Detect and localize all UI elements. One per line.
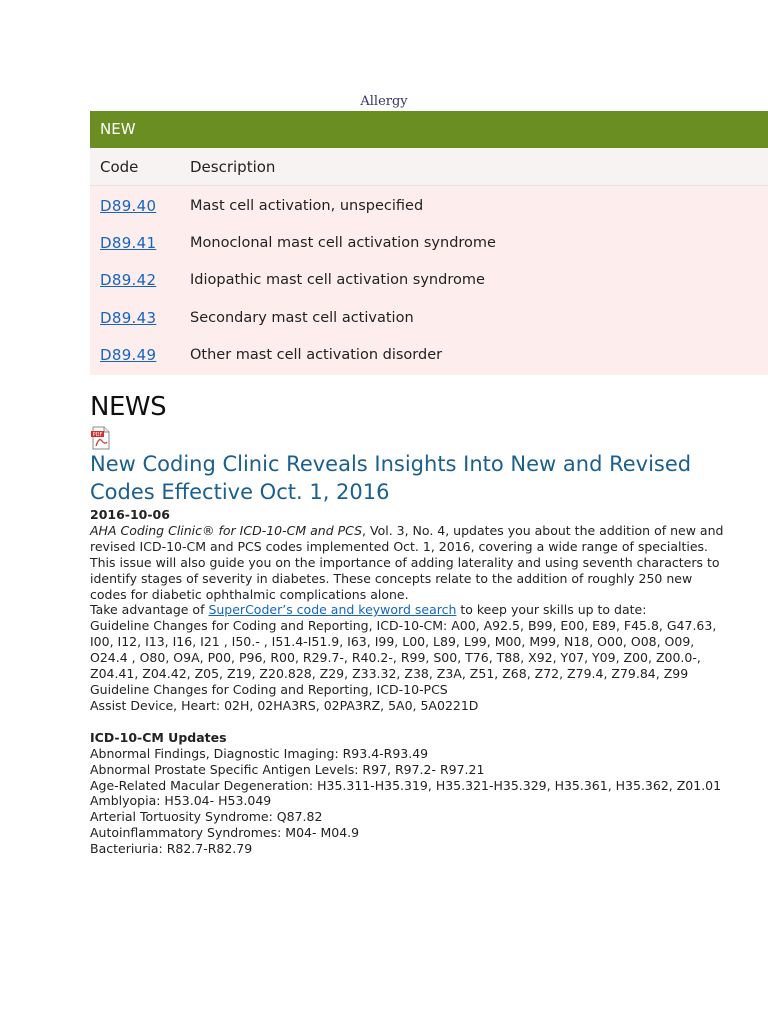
code-table: [90, 111, 768, 375]
update-item: Amblyopia: H53.04- H53.049: [90, 793, 272, 809]
update-item: Age-Related Macular Degeneration: H35.311-H35.319, H35.321-H35.329, H35.361, H35.362, Z01.01: [90, 777, 722, 793]
code-description: Mast cell activation, unspecified: [190, 197, 424, 214]
article-title[interactable]: New Coding Clinic Reveals Insights Into New and Revised Codes Effective Oct. 1, 2016: [90, 452, 692, 504]
update-item: Abnormal Prostate Specific Antigen Levels: R97, R97.2- R97.21: [90, 761, 485, 777]
pdf-icon[interactable]: [90, 426, 112, 450]
code-link[interactable]: D89.49: [100, 346, 157, 365]
column-header-description: Description: [190, 157, 276, 176]
code-description: Secondary mast cell activation: [190, 309, 414, 326]
article-date: 2016-10-06: [90, 507, 170, 522]
code-link[interactable]: D89.42: [100, 271, 157, 290]
updates-heading: ICD-10-CM Updates: [90, 729, 227, 745]
table-header-new: NEW: [90, 111, 768, 148]
update-item: Bacteriuria: R82.7-R82.79: [90, 841, 253, 857]
article-body: [90, 507, 730, 857]
table-column-headers: [90, 148, 768, 186]
table-row: [90, 224, 768, 261]
code-description: Monoclonal mast cell activation syndrome: [190, 235, 496, 252]
update-item: Abnormal Findings, Diagnostic Imaging: R93.4-R93.49: [90, 745, 429, 761]
code-link[interactable]: D89.40: [100, 196, 157, 215]
table-row: [90, 187, 768, 224]
code-link[interactable]: D89.43: [100, 308, 157, 327]
code-description: Idiopathic mast cell activation syndrome: [190, 272, 485, 289]
guideline-cm-text: Guideline Changes for Coding and Reporting, ICD-10-CM: A00, A92.5, B99, E00, E89, F45.8, G47.63, I00, I12, I13, I16, I21 , I50.- , I51.4-I51.9, I63, I99, L00, L89, L99, M00, M99, N18, O00, O08, O09, O24.4 , O80, O9A, P00, P96, R00, R29.7-, R40.2-, R99, S00, T76, T88, X92, Y07, Y09, Z00, Z00.0-, Z04.41, Z04.42, Z05, Z19, Z20.828, Z29, Z33.32, Z38, Z3A, Z51, Z68, Z72, Z79.4, Z79.84, Z99: [90, 618, 717, 682]
supercoder-search-link[interactable]: SuperCoder’s code and keyword search: [208, 602, 457, 618]
table-row: [90, 262, 768, 299]
news-heading: NEWS: [90, 392, 167, 422]
article-intro: AHA Coding Clinic® for ICD-10-CM and PCS, Vol. 3, No. 4, updates you about the addition of new and revised ICD-10-CM and PCS codes implemented Oct. 1, 2016, covering a wide range of specialties. This issue will also guide you on the importance of adding laterality and using seventh characters to identify stages of severity in diabetes. These concepts relate to the addition of roughly 250 new codes for diabetic ophthalmic complications alone.: [90, 522, 724, 602]
code-link[interactable]: D89.41: [100, 234, 157, 253]
update-item: Autoinflammatory Syndromes: M04- M04.9: [90, 825, 360, 841]
column-header-code: Code: [100, 157, 139, 176]
code-description: Other mast cell activation disorder: [190, 347, 443, 364]
table-body: [90, 186, 768, 375]
publication-name: AHA Coding Clinic® for ICD-10-CM and PCS: [90, 522, 363, 538]
table-caption: Allergy: [360, 94, 408, 109]
table-row: [90, 337, 768, 374]
table-row: [90, 299, 768, 336]
svg-text:PDF: PDF: [92, 432, 103, 438]
guideline-pcs-text: Guideline Changes for Coding and Reporting, ICD-10-PCS: [90, 681, 448, 697]
update-item: Arterial Tortuosity Syndrome: Q87.82: [90, 809, 323, 825]
assist-device-text: Assist Device, Heart: 02H, 02HA3RS, 02PA3RZ, 5A0, 5A0221D: [90, 697, 479, 713]
take-advantage-line: Take advantage of SuperCoder’s code and keyword search to keep your skills up to date:: [90, 602, 647, 618]
